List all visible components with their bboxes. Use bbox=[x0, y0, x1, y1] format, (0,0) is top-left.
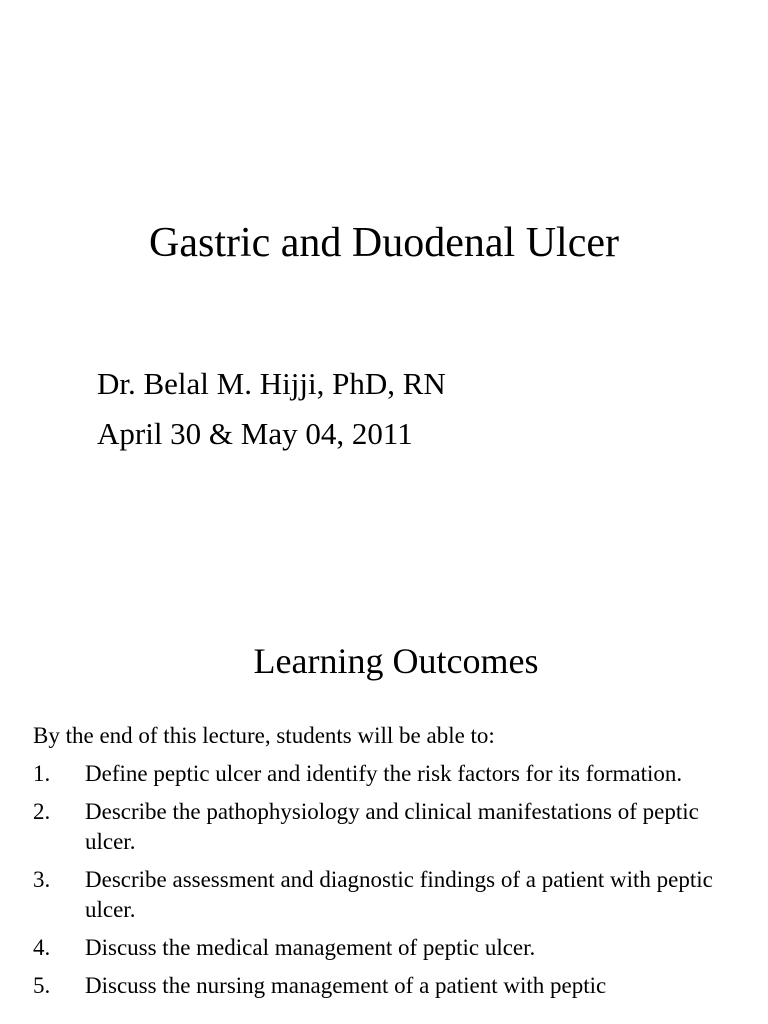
outcome-item bbox=[33, 865, 753, 925]
outcome-text: Describe the pathophysiology and clinical manifestations of peptic ulcer. bbox=[85, 799, 699, 854]
outcomes-intro: By the end of this lecture, students will be able to: bbox=[33, 723, 495, 748]
outcome-item bbox=[33, 797, 753, 857]
outcome-item bbox=[33, 759, 753, 789]
outcomes-title: Learning Outcomes bbox=[253, 641, 539, 681]
outcome-text: Define peptic ulcer and identify the risk factors for its formation. bbox=[85, 761, 683, 786]
outcome-text: Describe assessment and diagnostic findings of a patient with peptic ulcer. bbox=[85, 867, 713, 922]
outcome-number: 1. bbox=[33, 761, 51, 786]
outcome-item bbox=[33, 933, 753, 963]
outcome-text: Discuss the nursing management of a patient with peptic bbox=[85, 973, 607, 998]
outcome-number: 4. bbox=[33, 935, 51, 960]
outcome-number: 2. bbox=[33, 799, 51, 824]
author-line: Dr. Belal M. Hijji, PhD, RN bbox=[97, 366, 446, 401]
outcome-number: 3. bbox=[33, 867, 51, 892]
learning-outcomes-slide bbox=[0, 600, 768, 1024]
outcomes-list bbox=[33, 759, 753, 1009]
outcome-number: 5. bbox=[33, 973, 51, 998]
outcome-text: Discuss the medical management of peptic ulcer. bbox=[85, 935, 536, 960]
slide-title: Gastric and Duodenal Ulcer bbox=[149, 220, 619, 266]
outcome-item bbox=[33, 971, 753, 1001]
date-line: April 30 & May 04, 2011 bbox=[97, 416, 413, 451]
